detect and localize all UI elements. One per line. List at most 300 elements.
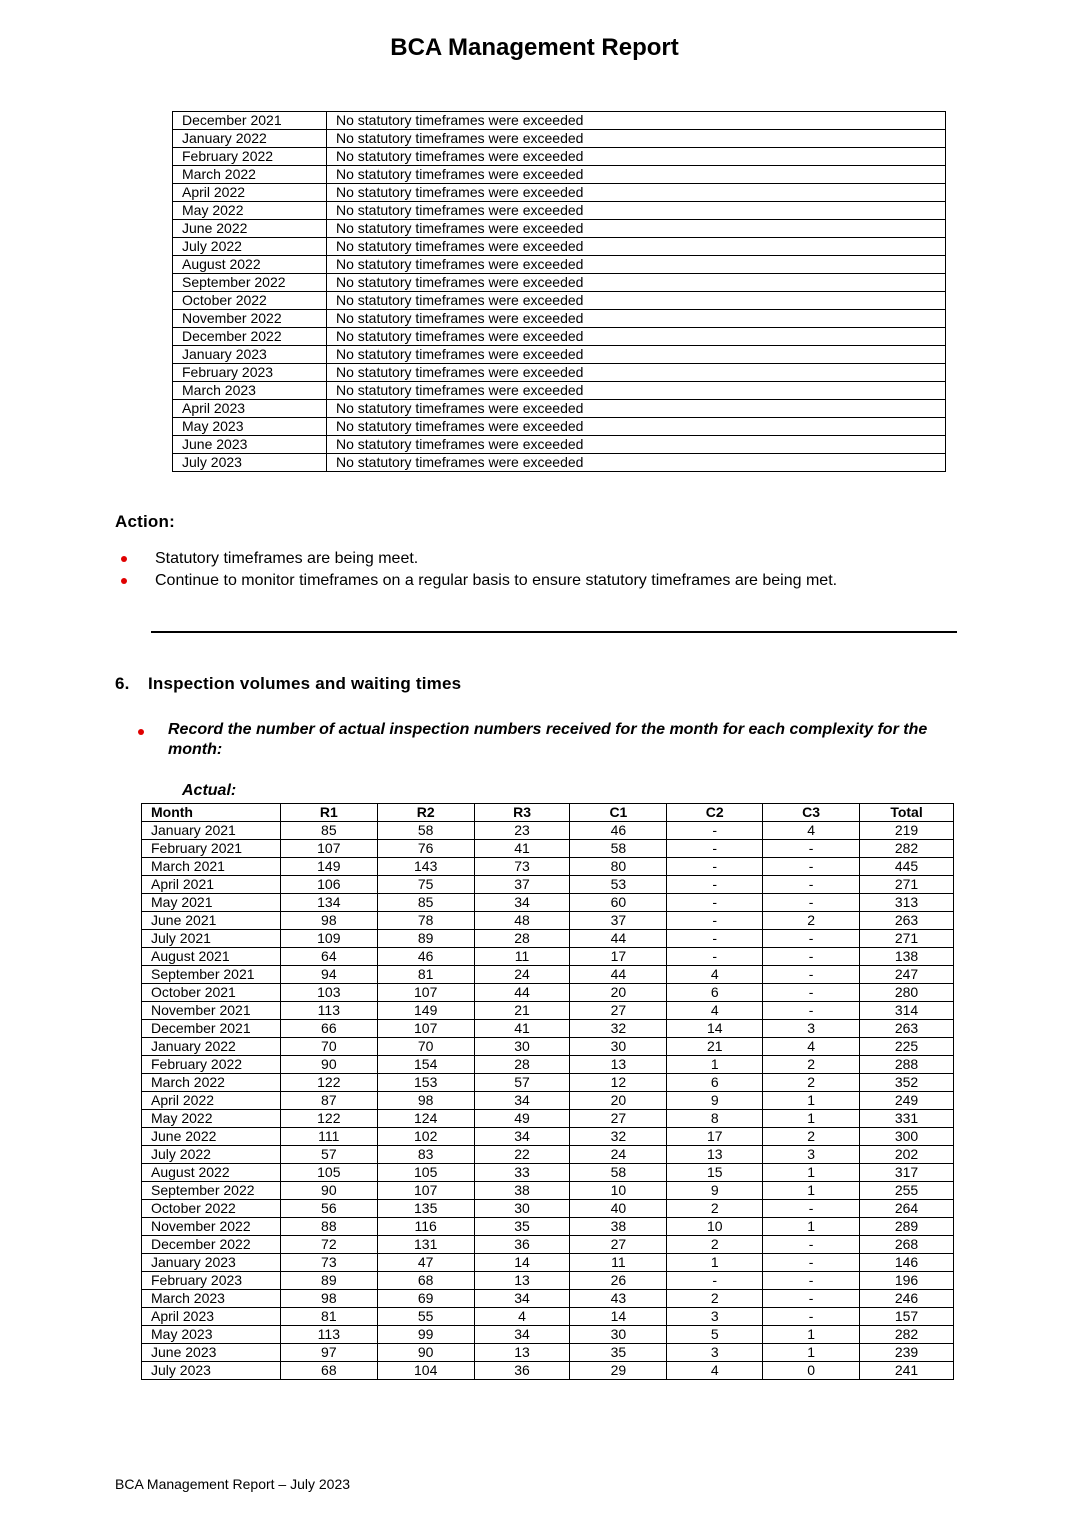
column-header: Total <box>860 804 954 822</box>
status-cell: No statutory timeframes were exceeded <box>327 238 946 256</box>
value-cell: 300 <box>860 1128 954 1146</box>
value-cell: 13 <box>474 1272 570 1290</box>
value-cell: 83 <box>377 1146 474 1164</box>
month-cell: September 2022 <box>142 1182 281 1200</box>
value-cell: 23 <box>474 822 570 840</box>
table-row <box>173 418 946 436</box>
value-cell: 47 <box>377 1254 474 1272</box>
column-header: R1 <box>280 804 377 822</box>
value-cell: 1 <box>763 1326 860 1344</box>
table-row <box>142 1308 954 1326</box>
value-cell: 134 <box>280 894 377 912</box>
value-cell: 255 <box>860 1182 954 1200</box>
value-cell: 14 <box>474 1254 570 1272</box>
value-cell: 4 <box>763 822 860 840</box>
month-cell: March 2023 <box>142 1290 281 1308</box>
value-cell: 70 <box>377 1038 474 1056</box>
table-row <box>142 912 954 930</box>
table-row <box>142 822 954 840</box>
status-cell: No statutory timeframes were exceeded <box>327 418 946 436</box>
table-row <box>173 364 946 382</box>
month-cell: March 2022 <box>173 166 327 184</box>
value-cell: 76 <box>377 840 474 858</box>
month-cell: May 2022 <box>173 202 327 220</box>
value-cell: 66 <box>280 1020 377 1038</box>
value-cell: 2 <box>667 1290 763 1308</box>
value-cell: 105 <box>377 1164 474 1182</box>
value-cell: 3 <box>667 1344 763 1362</box>
value-cell: 4 <box>763 1038 860 1056</box>
table-row <box>142 1128 954 1146</box>
value-cell: 30 <box>474 1200 570 1218</box>
value-cell: 288 <box>860 1056 954 1074</box>
status-cell: No statutory timeframes were exceeded <box>327 346 946 364</box>
page-title: BCA Management Report <box>390 34 679 61</box>
value-cell: 314 <box>860 1002 954 1020</box>
value-cell: 70 <box>280 1038 377 1056</box>
value-cell: 30 <box>570 1038 667 1056</box>
value-cell: 73 <box>474 858 570 876</box>
month-cell: January 2022 <box>142 1038 281 1056</box>
value-cell: 1 <box>763 1182 860 1200</box>
table-header-row <box>142 804 954 822</box>
value-cell: 9 <box>667 1092 763 1110</box>
action-bullet-text: Continue to monitor timeframes on a regular basis to ensure statutory timeframes are being met. <box>155 572 838 589</box>
value-cell: 225 <box>860 1038 954 1056</box>
value-cell: - <box>667 1272 763 1290</box>
month-cell: December 2021 <box>142 1020 281 1038</box>
value-cell: 0 <box>763 1362 860 1380</box>
value-cell: 107 <box>280 840 377 858</box>
value-cell: - <box>763 1308 860 1326</box>
value-cell: 34 <box>474 1092 570 1110</box>
column-header: C2 <box>667 804 763 822</box>
value-cell: - <box>667 912 763 930</box>
value-cell: 1 <box>763 1344 860 1362</box>
value-cell: 149 <box>280 858 377 876</box>
value-cell: 57 <box>474 1074 570 1092</box>
status-cell: No statutory timeframes were exceeded <box>327 454 946 472</box>
table-row <box>142 1236 954 1254</box>
value-cell: 154 <box>377 1056 474 1074</box>
value-cell: 143 <box>377 858 474 876</box>
month-cell: February 2022 <box>142 1056 281 1074</box>
table-row <box>173 256 946 274</box>
value-cell: 1 <box>667 1254 763 1272</box>
value-cell: 58 <box>570 1164 667 1182</box>
value-cell: 20 <box>570 984 667 1002</box>
table-row <box>142 1074 954 1092</box>
value-cell: 10 <box>667 1218 763 1236</box>
value-cell: 13 <box>570 1056 667 1074</box>
value-cell: - <box>763 840 860 858</box>
value-cell: 90 <box>280 1182 377 1200</box>
table-row <box>142 1344 954 1362</box>
value-cell: 69 <box>377 1290 474 1308</box>
month-cell: March 2022 <box>142 1074 281 1092</box>
value-cell: 30 <box>474 1038 570 1056</box>
table-row <box>142 1110 954 1128</box>
value-cell: 4 <box>667 1002 763 1020</box>
value-cell: 28 <box>474 1056 570 1074</box>
month-cell: February 2021 <box>142 840 281 858</box>
value-cell: 113 <box>280 1002 377 1020</box>
column-header: Month <box>142 804 281 822</box>
value-cell: 2 <box>763 912 860 930</box>
value-cell: 33 <box>474 1164 570 1182</box>
value-cell: 81 <box>280 1308 377 1326</box>
status-cell: No statutory timeframes were exceeded <box>327 220 946 238</box>
value-cell: 68 <box>280 1362 377 1380</box>
value-cell: - <box>667 822 763 840</box>
month-cell: December 2022 <box>142 1236 281 1254</box>
status-cell: No statutory timeframes were exceeded <box>327 328 946 346</box>
action-bullet-text: Statutory timeframes are being meet. <box>155 550 419 567</box>
value-cell: 28 <box>474 930 570 948</box>
value-cell: - <box>667 840 763 858</box>
status-cell: No statutory timeframes were exceeded <box>327 256 946 274</box>
value-cell: 13 <box>667 1146 763 1164</box>
month-cell: December 2022 <box>173 328 327 346</box>
value-cell: 153 <box>377 1074 474 1092</box>
value-cell: 317 <box>860 1164 954 1182</box>
table-row <box>173 148 946 166</box>
value-cell: 2 <box>763 1074 860 1092</box>
value-cell: 14 <box>667 1020 763 1038</box>
table-row <box>142 1254 954 1272</box>
value-cell: 29 <box>570 1362 667 1380</box>
value-cell: 35 <box>570 1344 667 1362</box>
value-cell: - <box>667 894 763 912</box>
status-cell: No statutory timeframes were exceeded <box>327 148 946 166</box>
table-row <box>142 840 954 858</box>
value-cell: 73 <box>280 1254 377 1272</box>
value-cell: 75 <box>377 876 474 894</box>
value-cell: 1 <box>763 1092 860 1110</box>
value-cell: 38 <box>474 1182 570 1200</box>
status-cell: No statutory timeframes were exceeded <box>327 112 946 130</box>
value-cell: 37 <box>474 876 570 894</box>
month-cell: March 2023 <box>173 382 327 400</box>
value-cell: - <box>667 876 763 894</box>
month-cell: May 2023 <box>142 1326 281 1344</box>
month-cell: April 2022 <box>142 1092 281 1110</box>
value-cell: 102 <box>377 1128 474 1146</box>
value-cell: 107 <box>377 984 474 1002</box>
value-cell: 89 <box>377 930 474 948</box>
horizontal-divider <box>151 631 957 633</box>
value-cell: 106 <box>280 876 377 894</box>
value-cell: 331 <box>860 1110 954 1128</box>
table-row <box>142 1038 954 1056</box>
table-row <box>142 894 954 912</box>
value-cell: 30 <box>570 1326 667 1344</box>
value-cell: 107 <box>377 1182 474 1200</box>
table-row <box>173 130 946 148</box>
value-cell: 8 <box>667 1110 763 1128</box>
value-cell: - <box>763 1236 860 1254</box>
table-row <box>173 382 946 400</box>
value-cell: 87 <box>280 1092 377 1110</box>
value-cell: 40 <box>570 1200 667 1218</box>
value-cell: 264 <box>860 1200 954 1218</box>
table-row <box>142 1092 954 1110</box>
month-cell: February 2023 <box>173 364 327 382</box>
table-row <box>173 346 946 364</box>
value-cell: 44 <box>474 984 570 1002</box>
status-cell: No statutory timeframes were exceeded <box>327 310 946 328</box>
value-cell: 94 <box>280 966 377 984</box>
value-cell: 46 <box>377 948 474 966</box>
status-cell: No statutory timeframes were exceeded <box>327 436 946 454</box>
value-cell: 313 <box>860 894 954 912</box>
value-cell: 103 <box>280 984 377 1002</box>
value-cell: 263 <box>860 912 954 930</box>
value-cell: 3 <box>763 1020 860 1038</box>
value-cell: - <box>763 858 860 876</box>
value-cell: 27 <box>570 1236 667 1254</box>
value-cell: - <box>763 1200 860 1218</box>
value-cell: 27 <box>570 1002 667 1020</box>
table-row <box>142 1164 954 1182</box>
bullet-icon <box>138 729 144 735</box>
table-row <box>142 948 954 966</box>
action-bullet-item <box>0 548 837 570</box>
value-cell: 21 <box>474 1002 570 1020</box>
table-row <box>173 238 946 256</box>
value-cell: 4 <box>667 966 763 984</box>
value-cell: 34 <box>474 894 570 912</box>
value-cell: 68 <box>377 1272 474 1290</box>
statutory-timeframes-table-body <box>173 112 946 472</box>
value-cell: 21 <box>667 1038 763 1056</box>
value-cell: 17 <box>667 1128 763 1146</box>
month-cell: January 2023 <box>173 346 327 364</box>
month-cell: April 2023 <box>173 400 327 418</box>
value-cell: 282 <box>860 840 954 858</box>
value-cell: 89 <box>280 1272 377 1290</box>
value-cell: 241 <box>860 1362 954 1380</box>
value-cell: 12 <box>570 1074 667 1092</box>
value-cell: 11 <box>570 1254 667 1272</box>
month-cell: July 2023 <box>173 454 327 472</box>
value-cell: 111 <box>280 1128 377 1146</box>
value-cell: 13 <box>474 1344 570 1362</box>
value-cell: 146 <box>860 1254 954 1272</box>
month-cell: January 2023 <box>142 1254 281 1272</box>
page-footer: BCA Management Report – July 2023 <box>115 1476 351 1492</box>
month-cell: January 2022 <box>173 130 327 148</box>
value-cell: 104 <box>377 1362 474 1380</box>
value-cell: 109 <box>280 930 377 948</box>
table-row <box>142 1290 954 1308</box>
value-cell: 131 <box>377 1236 474 1254</box>
status-cell: No statutory timeframes were exceeded <box>327 400 946 418</box>
value-cell: 4 <box>667 1362 763 1380</box>
month-cell: July 2021 <box>142 930 281 948</box>
value-cell: 4 <box>474 1308 570 1326</box>
month-cell: May 2022 <box>142 1110 281 1128</box>
value-cell: 37 <box>570 912 667 930</box>
value-cell: 27 <box>570 1110 667 1128</box>
table-row <box>142 1056 954 1074</box>
table-row <box>173 166 946 184</box>
table-row <box>173 220 946 238</box>
column-header: C3 <box>763 804 860 822</box>
month-cell: June 2022 <box>142 1128 281 1146</box>
value-cell: - <box>667 930 763 948</box>
value-cell: 352 <box>860 1074 954 1092</box>
month-cell: August 2022 <box>142 1164 281 1182</box>
table-row <box>173 274 946 292</box>
month-cell: February 2022 <box>173 148 327 166</box>
table-row <box>142 876 954 894</box>
value-cell: 36 <box>474 1236 570 1254</box>
month-cell: June 2023 <box>142 1344 281 1362</box>
value-cell: 105 <box>280 1164 377 1182</box>
table-row <box>173 400 946 418</box>
value-cell: 116 <box>377 1218 474 1236</box>
bullet-icon <box>121 578 127 584</box>
value-cell: 81 <box>377 966 474 984</box>
month-cell: November 2021 <box>142 1002 281 1020</box>
value-cell: 22 <box>474 1146 570 1164</box>
value-cell: 6 <box>667 984 763 1002</box>
value-cell: 41 <box>474 1020 570 1038</box>
column-header: C1 <box>570 804 667 822</box>
value-cell: 10 <box>570 1182 667 1200</box>
month-cell: April 2023 <box>142 1308 281 1326</box>
table-row <box>142 1326 954 1344</box>
value-cell: 44 <box>570 966 667 984</box>
table-row <box>142 1182 954 1200</box>
value-cell: 20 <box>570 1092 667 1110</box>
value-cell: 98 <box>377 1092 474 1110</box>
month-cell: July 2023 <box>142 1362 281 1380</box>
month-cell: May 2021 <box>142 894 281 912</box>
value-cell: 85 <box>280 822 377 840</box>
table-row <box>173 454 946 472</box>
table-row <box>142 930 954 948</box>
month-cell: May 2023 <box>173 418 327 436</box>
table-row <box>142 1200 954 1218</box>
value-cell: 124 <box>377 1110 474 1128</box>
table-row <box>173 436 946 454</box>
value-cell: 1 <box>667 1056 763 1074</box>
month-cell: June 2023 <box>173 436 327 454</box>
value-cell: - <box>763 1254 860 1272</box>
value-cell: 247 <box>860 966 954 984</box>
value-cell: 271 <box>860 930 954 948</box>
value-cell: 38 <box>570 1218 667 1236</box>
value-cell: - <box>763 1290 860 1308</box>
value-cell: 202 <box>860 1146 954 1164</box>
month-cell: April 2021 <box>142 876 281 894</box>
value-cell: - <box>763 876 860 894</box>
value-cell: 289 <box>860 1218 954 1236</box>
status-cell: No statutory timeframes were exceeded <box>327 166 946 184</box>
month-cell: July 2022 <box>142 1146 281 1164</box>
month-cell: February 2023 <box>142 1272 281 1290</box>
month-cell: October 2021 <box>142 984 281 1002</box>
bullet-icon <box>121 556 127 562</box>
table-row <box>142 1272 954 1290</box>
value-cell: 2 <box>667 1236 763 1254</box>
table-row <box>142 1146 954 1164</box>
value-cell: 113 <box>280 1326 377 1344</box>
month-cell: November 2022 <box>142 1218 281 1236</box>
month-cell: January 2021 <box>142 822 281 840</box>
value-cell: 249 <box>860 1092 954 1110</box>
table-row <box>142 1002 954 1020</box>
month-cell: July 2022 <box>173 238 327 256</box>
value-cell: 85 <box>377 894 474 912</box>
table-row <box>173 310 946 328</box>
status-cell: No statutory timeframes were exceeded <box>327 364 946 382</box>
table-row <box>142 1020 954 1038</box>
value-cell: 271 <box>860 876 954 894</box>
month-cell: October 2022 <box>142 1200 281 1218</box>
value-cell: 26 <box>570 1272 667 1290</box>
column-header: R2 <box>377 804 474 822</box>
value-cell: 9 <box>667 1182 763 1200</box>
section-number: 6. <box>115 674 130 693</box>
value-cell: 3 <box>763 1146 860 1164</box>
table-row <box>173 184 946 202</box>
value-cell: 48 <box>474 912 570 930</box>
value-cell: 43 <box>570 1290 667 1308</box>
value-cell: 196 <box>860 1272 954 1290</box>
value-cell: 78 <box>377 912 474 930</box>
value-cell: 239 <box>860 1344 954 1362</box>
value-cell: 122 <box>280 1110 377 1128</box>
value-cell: 55 <box>377 1308 474 1326</box>
value-cell: 14 <box>570 1308 667 1326</box>
value-cell: 282 <box>860 1326 954 1344</box>
inspection-volumes-table-body <box>142 822 954 1380</box>
value-cell: - <box>763 984 860 1002</box>
value-cell: 445 <box>860 858 954 876</box>
value-cell: 219 <box>860 822 954 840</box>
table-row <box>142 1362 954 1380</box>
table-row <box>142 858 954 876</box>
value-cell: 32 <box>570 1020 667 1038</box>
month-cell: March 2021 <box>142 858 281 876</box>
action-heading: Action: <box>115 512 175 531</box>
status-cell: No statutory timeframes were exceeded <box>327 382 946 400</box>
value-cell: 2 <box>763 1128 860 1146</box>
value-cell: 57 <box>280 1146 377 1164</box>
value-cell: 280 <box>860 984 954 1002</box>
month-cell: October 2022 <box>173 292 327 310</box>
month-cell: September 2022 <box>173 274 327 292</box>
value-cell: - <box>763 966 860 984</box>
value-cell: - <box>763 930 860 948</box>
value-cell: - <box>667 948 763 966</box>
value-cell: 88 <box>280 1218 377 1236</box>
value-cell: 64 <box>280 948 377 966</box>
value-cell: 1 <box>763 1164 860 1182</box>
status-cell: No statutory timeframes were exceeded <box>327 274 946 292</box>
status-cell: No statutory timeframes were exceeded <box>327 292 946 310</box>
value-cell: 90 <box>377 1344 474 1362</box>
table-row <box>173 328 946 346</box>
value-cell: 6 <box>667 1074 763 1092</box>
section-title: Inspection volumes and waiting times <box>148 674 462 693</box>
value-cell: 135 <box>377 1200 474 1218</box>
action-bullet-item <box>0 570 837 592</box>
value-cell: 46 <box>570 822 667 840</box>
